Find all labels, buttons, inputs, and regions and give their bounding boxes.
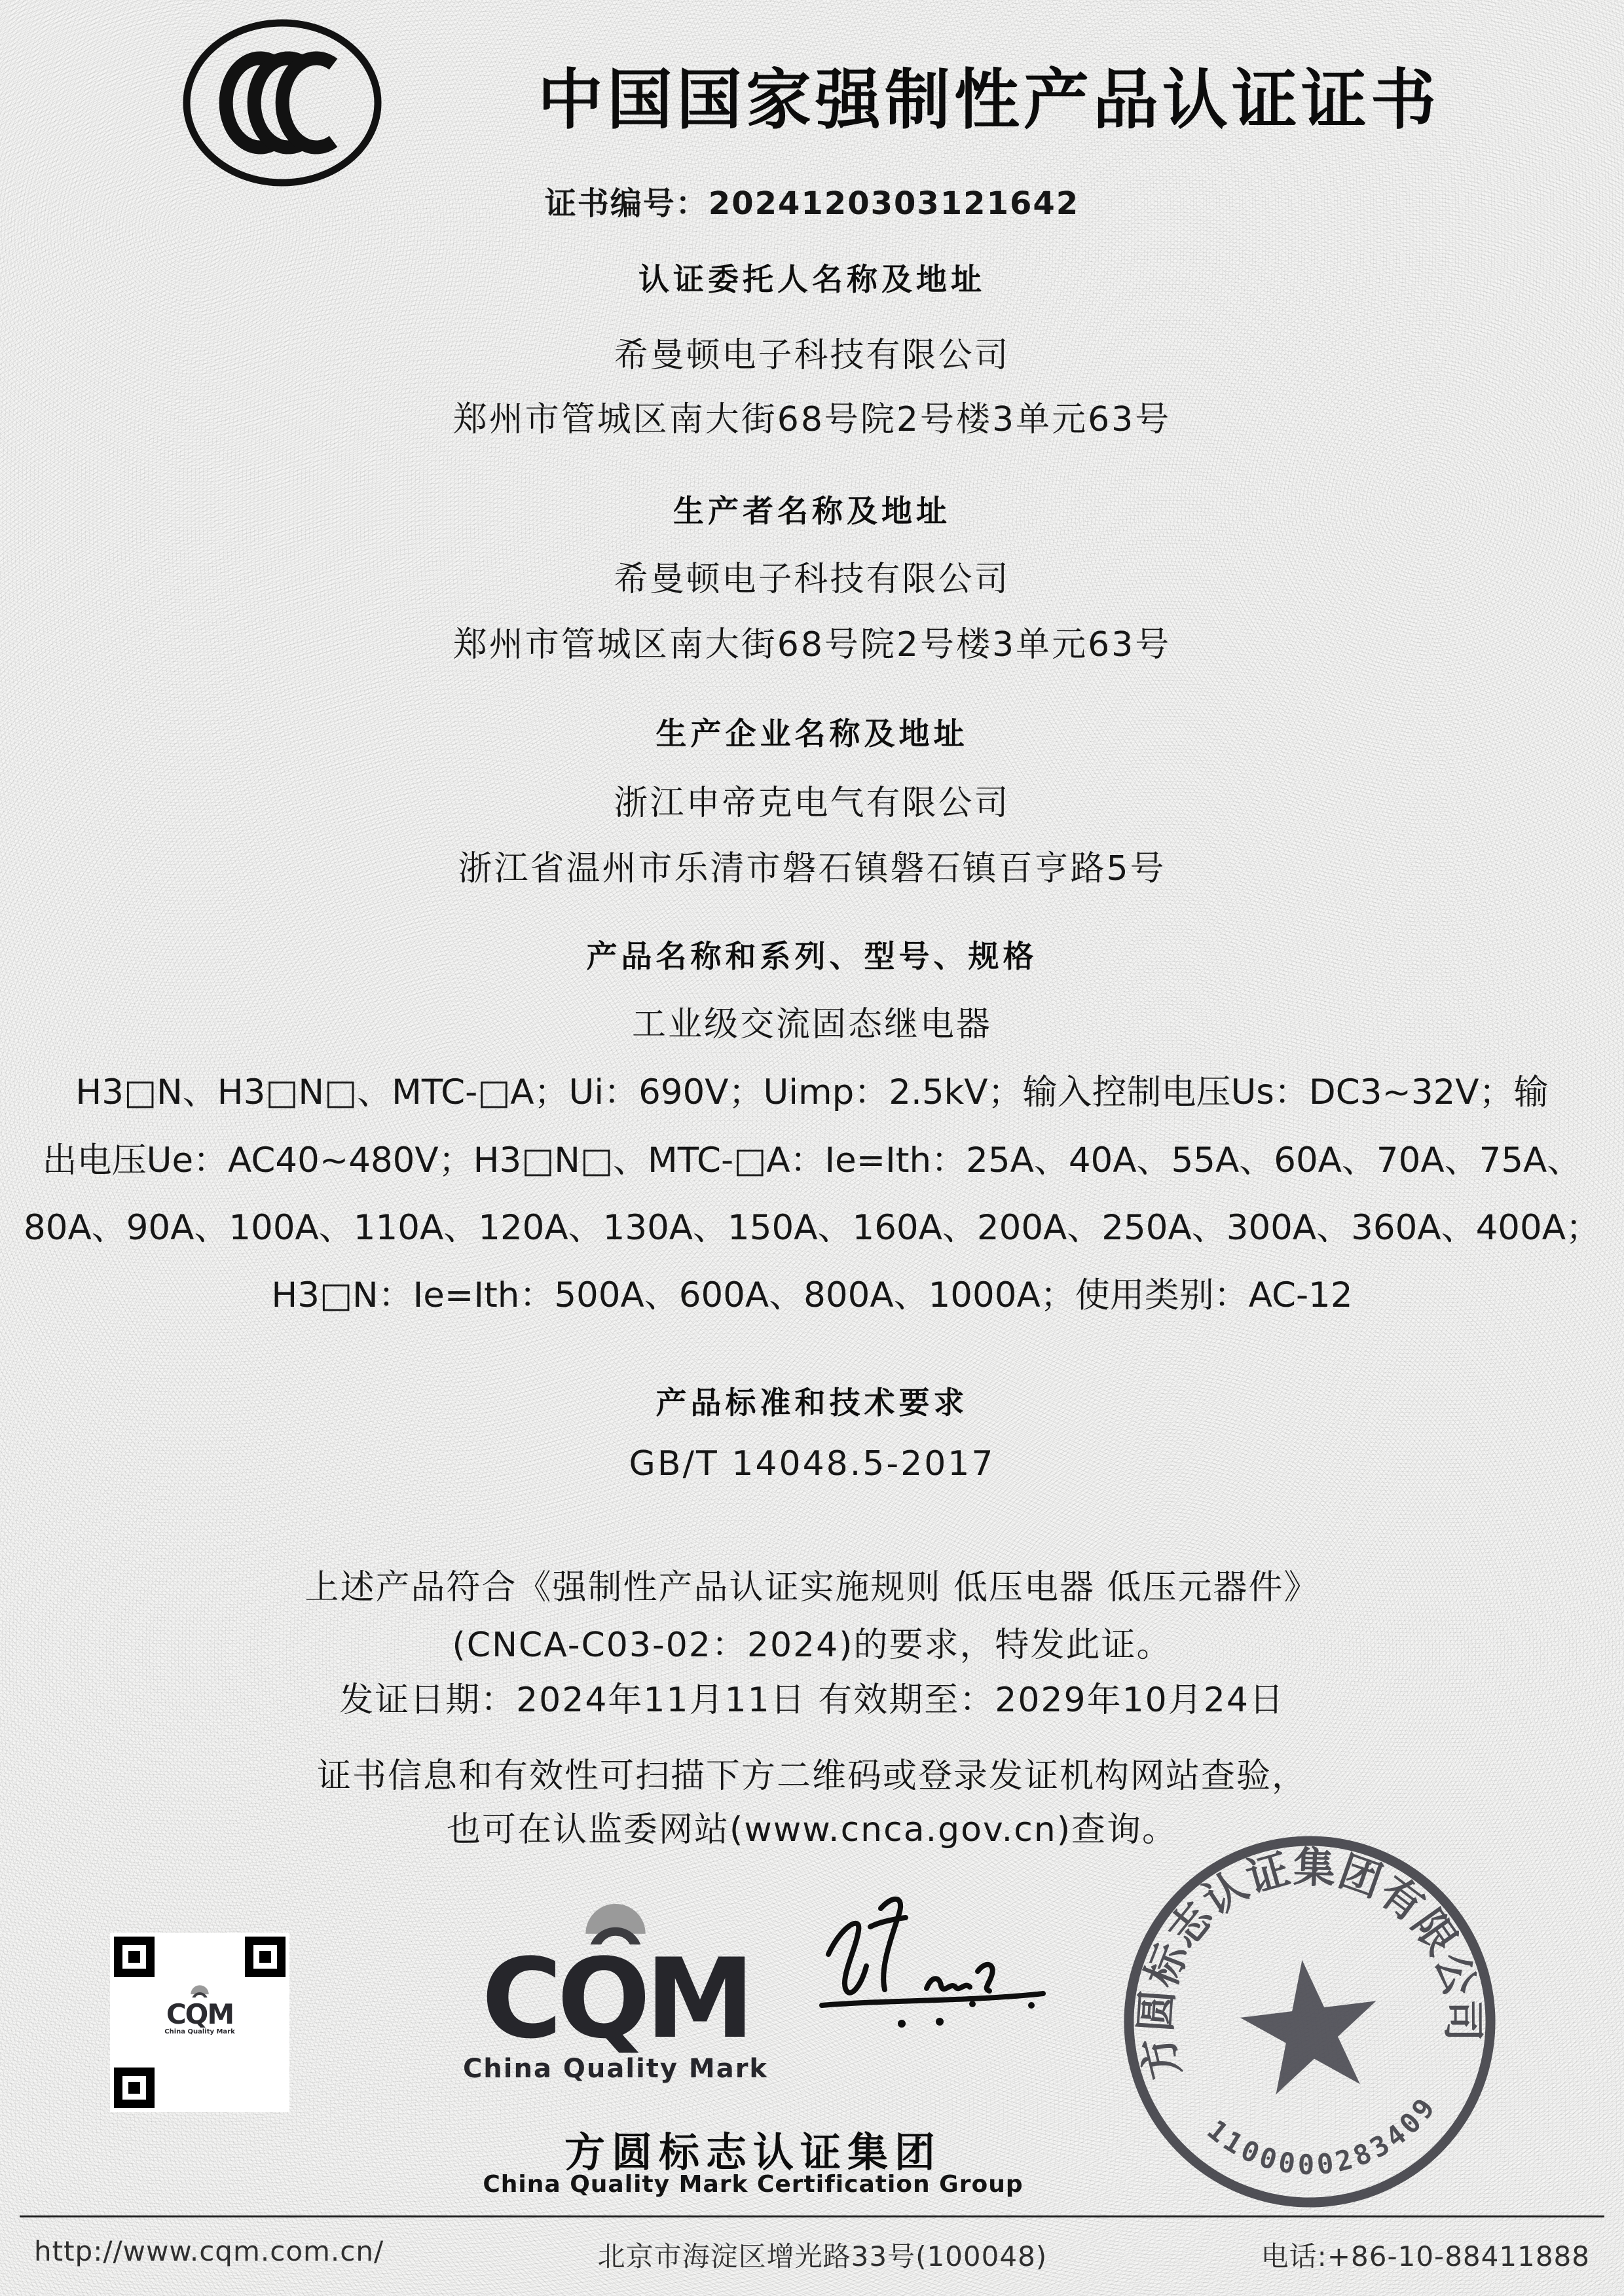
product-spec-line-3: 80A、90A、100A、110A、120A、130A、150A、160A、200A、250A、300A、360A、400A；	[24, 1208, 1600, 1248]
qr-cqm-acronym: CQM	[166, 1998, 234, 2030]
product-name: 工业级交流固态继电器	[631, 1005, 992, 1044]
producer-name: 希曼顿电子科技有限公司	[614, 560, 1010, 599]
footer-address: 北京市海淀区增光路33号(100048)	[597, 2240, 1048, 2272]
factory-name: 浙江申帝克电气有限公司	[614, 784, 1010, 823]
ccc-mark-icon	[182, 18, 382, 187]
section-product-header: 产品名称和系列、型号、规格	[586, 939, 1038, 975]
product-spec-line-2: 出电压Ue：AC40~480V；H3□N□、MTC-□A：Ie=Ith：25A、40A、55A、60A、70A、75A、	[42, 1140, 1582, 1180]
applicant-name: 希曼顿电子科技有限公司	[614, 336, 1010, 375]
producer-address: 郑州市管城区南大街68号院2号楼3单元63号	[452, 625, 1172, 665]
cqm-logo	[458, 1904, 773, 2084]
standard-code: GB/T 14048.5-2017	[629, 1444, 995, 1484]
seal-company-text: 方圆标志认证集团有限公司	[1132, 1844, 1486, 2084]
qr-cqm-tagline: China Quality Mark	[164, 2028, 235, 2035]
section-applicant-header: 认证委托人名称及地址	[638, 262, 986, 298]
seal-number: 1100000283409	[1201, 2089, 1443, 2181]
footer	[0, 2235, 1624, 2274]
product-spec-line-4: H3□N：Ie=Ith：500A、600A、800A、1000A；使用类别：AC-12	[271, 1275, 1353, 1315]
footer-website: http://www.cqm.com.cn/	[34, 2235, 384, 2267]
verify-note-line-1: 证书信息和有效性可扫描下方二维码或登录发证机构网站查验，	[316, 1757, 1307, 1796]
section-factory-header: 生产企业名称及地址	[655, 716, 969, 752]
footer-divider	[20, 2215, 1604, 2217]
cqm-acronym: CQM	[481, 1935, 750, 2063]
qr-finder-top-left	[114, 1937, 155, 1977]
cqm-crown-icon	[185, 1985, 214, 1998]
section-standard-header: 产品标准和技术要求	[655, 1385, 969, 1421]
org-name-cn: 方圆标志认证集团	[564, 2128, 942, 2176]
factory-address: 浙江省温州市乐清市磐石镇磐石镇百亨路5号	[458, 849, 1166, 888]
signature	[802, 1889, 1064, 2043]
certificate-number: 证书编号：2024120303121642	[544, 185, 1080, 222]
statement-line-1: 上述产品符合《强制性产品认证实施规则 低压电器 低压元器件》	[304, 1568, 1320, 1607]
cqm-tagline: China Quality Mark	[462, 2053, 769, 2084]
org-name-en: China Quality Mark Certification Group	[483, 2171, 1024, 2198]
qr-finder-top-right	[245, 1937, 286, 1977]
qr-finder-bottom-left	[114, 2068, 155, 2108]
statement-dates: 发证日期：2024年11月11日 有效期至：2029年10月24日	[339, 1681, 1285, 1720]
applicant-address: 郑州市管城区南大街68号院2号楼3单元63号	[452, 400, 1172, 439]
section-producer-header: 生产者名称及地址	[673, 494, 951, 530]
seal-star-icon	[1234, 1952, 1386, 2098]
footer-phone: 电话:+86-10-88411888	[1261, 2240, 1590, 2272]
verification-qr-code	[110, 1933, 289, 2112]
qr-center-cqm-label	[163, 1978, 236, 2066]
product-spec-line-1: H3□N、H3□N□、MTC-□A；Ui：690V；Uimp：2.5kV；输入控制电压Us：DC3~32V；输	[75, 1072, 1549, 1112]
page-title: 中国国家强制性产品认证证书	[538, 62, 1440, 138]
statement-line-2: (CNCA-C03-02：2024)的要求，特发此证。	[452, 1626, 1172, 1665]
verify-note-line-2: 也可在认监委网站(www.cnca.gov.cn)查询。	[446, 1810, 1178, 1850]
